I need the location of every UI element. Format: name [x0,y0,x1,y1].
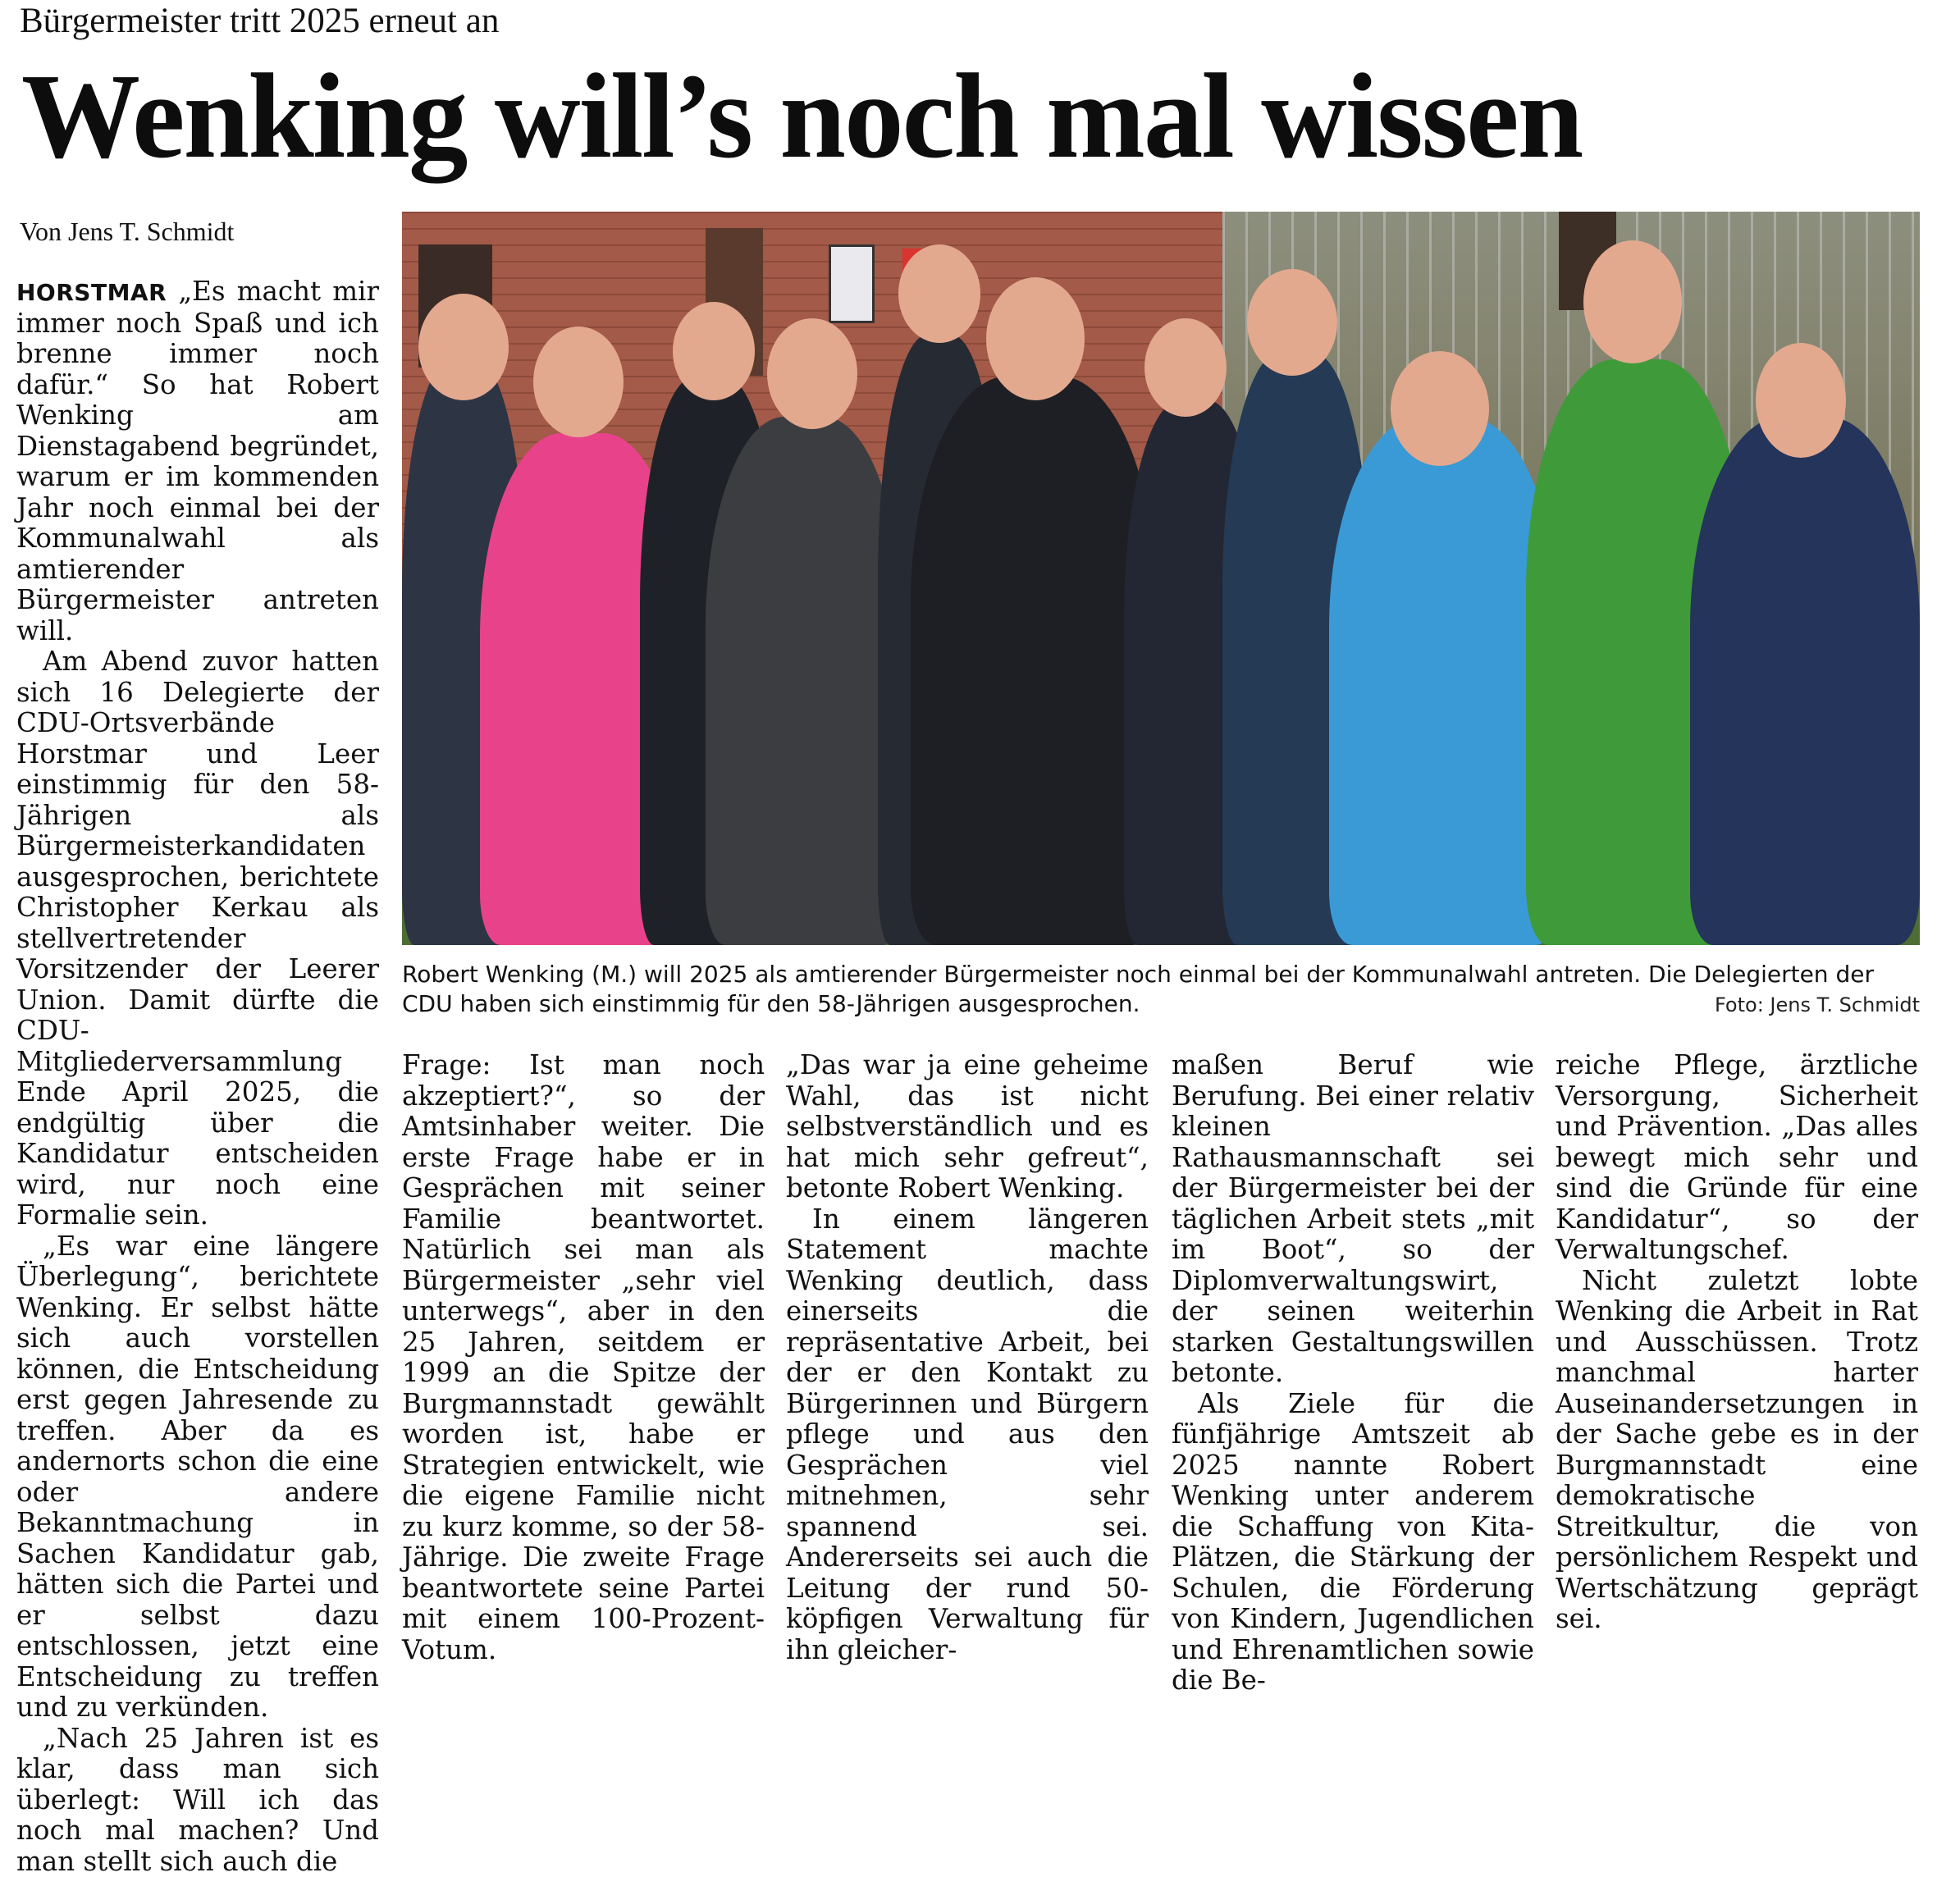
article-column-5 [1556,1050,1918,1635]
photo-face [533,327,624,437]
paragraph: „Nach 25 Jahren ist es klar, dass man sich überlegt: Will ich das noch mal machen? Und man stellt sich auch die [16,1724,379,1877]
photo-person [706,417,902,945]
photo-face [673,302,755,400]
paragraph: „Es war eine längere Überlegung“, berichtete Wenking. Er selbst hätte sich auch vorstellen können, die Entscheidung erst gegen Jahresende zu treffen. Aber da es andernorts schon die eine oder andere Bekanntmachung in Sachen Kandidatur gab, hätten sich die Partei und er selbst dazu entschlossen, jetzt eine Entscheidung zu treffen und zu verkünden. [16,1231,379,1724]
photo-caption: Robert Wenking (M.) will 2025 als amtierender Bürgermeister noch einmal bei der Kommunalwahl antreten. Die Delegierten der CDU haben sich einstimmig für den 58-Jährigen ausgesprochen. [402,960,1920,1019]
paragraph: Am Abend zuvor hatten sich 16 Delegierte der CDU-Ortsverbände Horstmar und Leer einstimmig für den 58-Jährigen als Bürgermeisterkandidaten ausgesprochen, berichtete Christopher Kerkau als stellvertretender Vorsitzender der Leerer Union. Damit dürfte die CDU-Mitgliederversammlung Ende April 2025, die endgültig über die Kandidatur entscheiden wird, nur noch eine Formalie sein. [16,646,379,1231]
paragraph: Als Ziele für die fünfjährige Amtszeit ab 2025 nannte Robert Wenking unter anderem die Schaffung von Kita-Plätzen, die Stärkung der Schulen, die Förderung von Kindern, Jugendlichen und Ehrenamtlichen sowie die Be- [1172,1389,1534,1697]
paragraph: maßen Beruf wie Berufung. Bei einer relativ kleinen Rathausmannschaft sei der Bürgermeister bei der täglichen Arbeit stets „mit im Boot“, so der Diplomverwaltungswirt, der seinen weiterhin starken Gestaltungswillen betonte. [1172,1050,1534,1389]
paragraph [16,276,379,646]
photo-face [1247,269,1337,376]
article-column-3 [786,1050,1149,1665]
article-byline: Von Jens T. Schmidt [20,215,234,248]
photo-face [898,244,980,343]
photo-face [986,277,1085,400]
group-photo [402,212,1920,945]
paragraph: In einem längeren Statement machte Wenking deutlich, dass einerseits die repräsentative Arbeit, bei der er den Kontakt zu Bürgerinnen und Bürgern pflege und aus den Gesprächen viel mitnehmen, sehr spannend sei. Andererseits sei auch die Leitung der rund 50-köpfigen Verwaltung für ihn gleicher- [786,1204,1149,1666]
paragraph: „Das war ja eine geheime Wahl, das ist nicht selbstverständlich und es hat mich sehr gefreut“, betonte Robert Wenking. [786,1050,1149,1204]
article-column-4 [1172,1050,1534,1697]
photo-face [1583,240,1682,363]
photo-person [911,376,1157,945]
paragraph: reiche Pflege, ärztliche Versorgung, Sicherheit und Prävention. „Das alles bewegt mich sehr und sind die Gründe für eine Kandidatur“, so der Verwaltungschef. [1556,1050,1918,1266]
dateline: HORSTMAR [16,279,167,306]
photo-face [1391,351,1489,466]
article-column-2 [402,1050,765,1665]
photo-face [1756,343,1846,458]
article-headline: Wenking will’s noch mal wissen [21,51,1582,182]
photo-face [1144,318,1227,417]
paragraph: Nicht zuletzt lobte Wenking die Arbeit in Rat und Ausschüssen. Trotz manchmal harter Auseinandersetzungen in der Sache gebe es in der Burgmannstadt eine demokratische Streitkultur, die von persönlichem Respekt und Wertschätzung geprägt sei. [1556,1266,1918,1635]
article-column-1 [16,276,379,1556]
photo-poster [829,244,875,323]
photo-person [1329,417,1559,945]
photo-person [1690,417,1920,945]
paragraph: Frage: Ist man noch akzeptiert?“, so der Amtsinhaber weiter. Die erste Frage habe er in Gesprächen mit seiner Familie beantwortet. Natürlich sei man als Bürgermeister „sehr viel unterwegs“, aber in den 25 Jahren, seitdem er 1999 an die Spitze der Burgmannstadt gewählt worden ist, habe er Strategien entwickelt, wie die eigene Familie nicht zu kurz komme, so der 58-Jährige. Die zweite Frage beantwortete seine Partei mit einem 100-Prozent-Votum. [402,1050,765,1665]
photo-credit: Foto: Jens T. Schmidt [1715,990,1920,1020]
photo-face [418,294,509,400]
article-kicker: Bürgermeister tritt 2025 erneut an [20,0,499,43]
photo-face [767,318,857,429]
paragraph-text: „Es macht mir immer noch Spaß und ich brenne immer noch dafür.“ So hat Robert Wenking am Dienstagabend begründet, warum er im kommenden Jahr noch einmal bei der Kommunalwahl als amtierender Bürgermeister antreten will. [16,276,379,646]
